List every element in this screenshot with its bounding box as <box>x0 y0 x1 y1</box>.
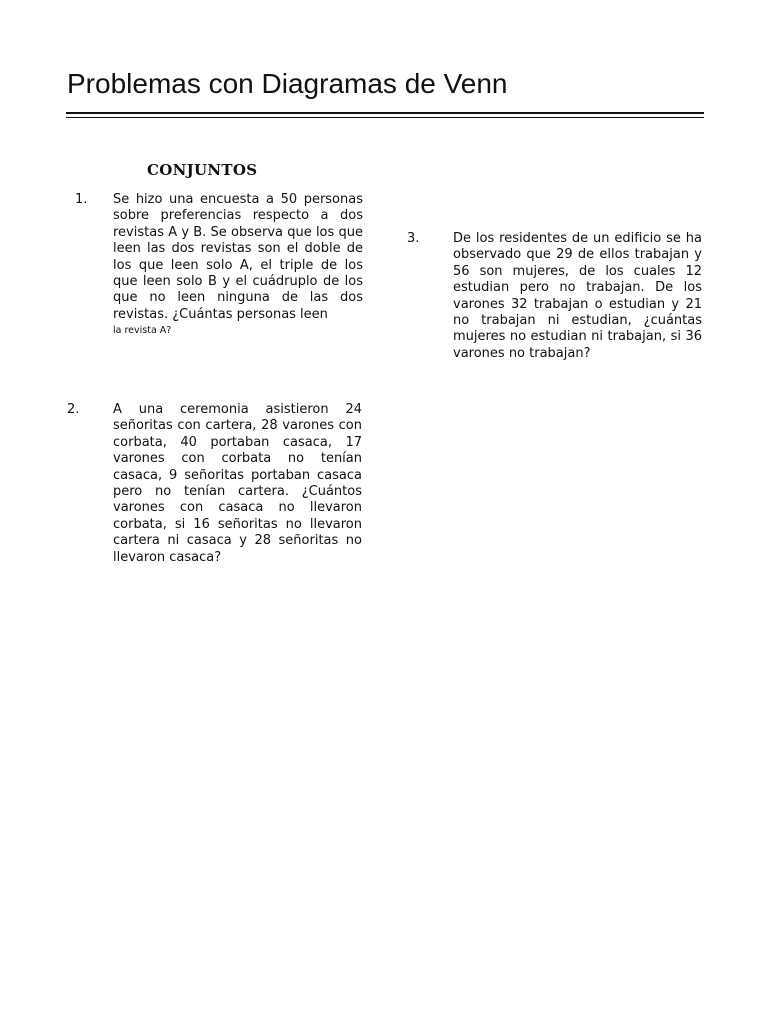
problem-3-text: De los residentes de un edificio se ha observado que 29 de ellos trabajan y 56 son mujeres, de los cuales 12 estudian pero no trabajan. De los varones 32 trabajan o estudian y 21 no trabajan ni estudian, ¿cuántas mujeres no estudian ni trabajan, si 36 varones no trabajan? <box>453 231 702 361</box>
problem-1-body: Se hizo una encuesta a 50 personas sobre preferencias respecto a dos revistas A y B. Se observa que los que leen las dos revistas son el doble de los que leen solo A, el triple de los que leen solo B y el cuádruplo de los que no leen ninguna de las dos revistas. ¿Cuántas personas leen <box>113 192 363 322</box>
page-title: Problemas con Diagramas de Venn <box>67 68 508 99</box>
problem-1-tail: la revista A? <box>113 325 172 337</box>
problem-1-number: 1. <box>75 192 88 207</box>
section-title: CONJUNTOS <box>147 161 258 179</box>
problem-1-text <box>113 192 363 340</box>
problem-2-number: 2. <box>67 402 80 417</box>
title-divider-thick <box>66 112 704 114</box>
problem-3-number: 3. <box>407 231 420 246</box>
problem-2-text: A una ceremonia asistieron 24 señoritas con cartera, 28 varones con corbata, 40 portaban casaca, 17 varones con corbata no tenían casaca, 9 señoritas portaban casaca pero no tenían cartera. ¿Cuántos varones con casaca no llevaron corbata, si 16 señoritas no llevaron cartera ni casaca y 28 señoritas no llevaron casaca? <box>113 402 362 565</box>
title-divider-thin <box>66 117 704 118</box>
